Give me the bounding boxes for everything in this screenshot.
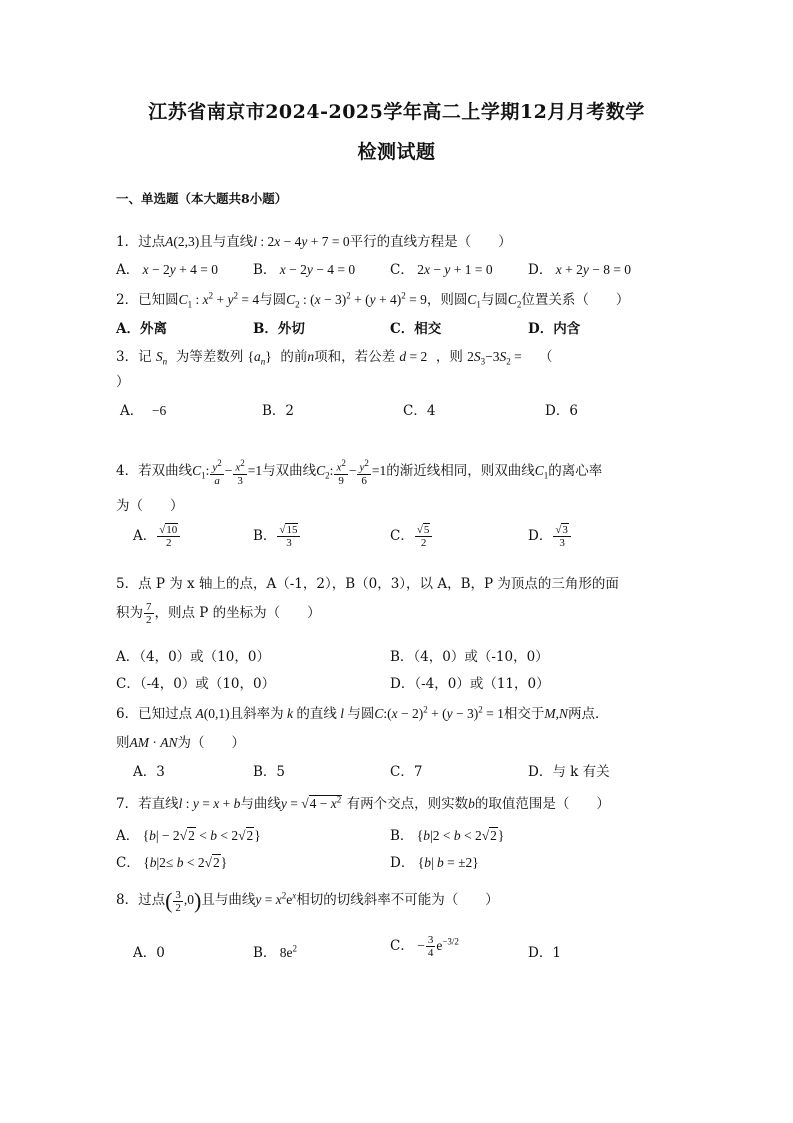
q3-option-c[interactable]: C．4 xyxy=(403,403,436,419)
q8-option-a[interactable]: A．0 xyxy=(133,945,165,961)
q1-option-a[interactable]: A． x − 2y + 4 = 0 xyxy=(116,262,218,278)
q1-option-c[interactable]: C． 2x − y + 1 = 0 xyxy=(390,262,493,278)
q8-option-c[interactable]: C． − $\frac{3}{4}$ $e^{-3/2}$ xyxy=(390,934,459,960)
q3-option-b[interactable]: B．2 xyxy=(262,403,295,419)
q1-option-d[interactable]: D． x + 2y − 8 = 0 xyxy=(528,262,632,278)
doc-title-line2: 检测试题 xyxy=(357,141,436,163)
q5-option-b[interactable]: B．（4，0）或（-10，0） xyxy=(390,649,549,665)
q2-option-a[interactable]: A．外离 xyxy=(116,321,167,337)
q2-option-c[interactable]: C．相交 xyxy=(390,321,442,337)
q5-option-a[interactable]: A．（4，0）或（10，0） xyxy=(116,649,270,665)
q4-option-d[interactable]: D． $\frac{√3}{3}$ xyxy=(528,524,572,549)
q7-option-c[interactable]: C． {b|2≤ b < 2√2} xyxy=(116,855,228,871)
question-8: 8．过点( $\frac{3}{2}$ ,0)且与曲线$y = x^2e^x$相切的切线斜率不可能为（ ） xyxy=(116,888,499,914)
question-6-line2: 则AM · AN为（ ） xyxy=(116,735,246,751)
question-5: 5．点 P 为 x 轴上的点，A（-1，2），B（0，3），以 A，B，P 为顶点的三角形的面 xyxy=(116,576,619,592)
question-4: 4．若双曲线$C_1$: $\frac{y^2}{a}$ − $\frac{x^2}{3}$ =1与双曲线$C_2$: $\frac{x^2}{9}$ − $\frac{y^2}{6}$ =1的渐近线相同，则双曲线$C_1$的离心率 xyxy=(116,458,603,487)
section-heading: 一、单选题（本大题共8小题） xyxy=(116,191,288,206)
q5-option-d[interactable]: D．（-4，0）或（11，0） xyxy=(390,676,550,692)
q3-option-d[interactable]: D．6 xyxy=(545,403,578,419)
q7-option-b[interactable]: B． {b|2 < b < 2√2} xyxy=(390,828,505,844)
q3-option-a[interactable]: A． −6 xyxy=(120,403,167,419)
doc-title-line1: 江苏省南京市2024-2025学年高二上学期12月月考数学 xyxy=(148,101,645,123)
q6-option-b[interactable]: B．5 xyxy=(253,764,286,780)
question-7: 7．若直线l : y = x + b与曲线$y = √4 - x^2$ 有两个交点，则实数b的取值范围是（ ） xyxy=(116,794,610,812)
q8-option-d[interactable]: D．1 xyxy=(528,945,561,961)
question-5-line2: 积为 $\frac{7}{2}$ ，则点 P 的坐标为（ ） xyxy=(116,601,321,626)
q6-option-c[interactable]: C．7 xyxy=(390,764,423,780)
question-2: 2．已知圆$C_1$ : $x^2 + y^2 = 4$与圆$C_2$ : $(x - 3)^2 + (y + 4)^2 = 9$，则圆$C_1$与圆$C_2$位置关系（ ） xyxy=(116,290,630,310)
question-3-close: ） xyxy=(116,374,130,390)
q1-option-b[interactable]: B． x − 2y − 4 = 0 xyxy=(253,262,356,278)
question-1: 1．过点A(2,3)且与直线l : 2x − 4y + 7 = 0平行的直线方程是（ ） xyxy=(116,234,512,250)
q7-option-d[interactable]: D． {b| b = ±2} xyxy=(390,855,479,871)
q6-option-a[interactable]: A．3 xyxy=(133,764,165,780)
q2-option-d[interactable]: D．内含 xyxy=(528,321,581,337)
q2-option-b[interactable]: B．外切 xyxy=(253,321,305,337)
q4-option-a[interactable]: A． $\frac{√10}{2}$ xyxy=(133,524,181,549)
q6-option-d[interactable]: D．与 k 有关 xyxy=(528,764,610,780)
question-3: 3．记 $S_n$ 为等差数列 $\{a_n\}$ 的前n项和，若公差 d = 2 ，则 $2S_3-3S_2$ = （ xyxy=(116,349,553,367)
question-6: 6．已知过点 A(0,1)且斜率为 k 的直线 l 与圆C:(x − $2)^2 + (y - 3)^2 = 1$相交于M,N两点． xyxy=(116,704,609,722)
question-4-line2: 为（ ） xyxy=(116,498,184,514)
q8-option-b[interactable]: B． $8e^2$ xyxy=(253,943,298,961)
q4-option-c[interactable]: C． $\frac{√5}{2}$ xyxy=(390,524,433,549)
q4-option-b[interactable]: B． $\frac{√15}{3}$ xyxy=(253,524,301,549)
q5-option-c[interactable]: C．（-4，0）或（10，0） xyxy=(116,676,276,692)
q7-option-a[interactable]: A． {b| − 2√2 < b < 2√2} xyxy=(116,828,261,844)
